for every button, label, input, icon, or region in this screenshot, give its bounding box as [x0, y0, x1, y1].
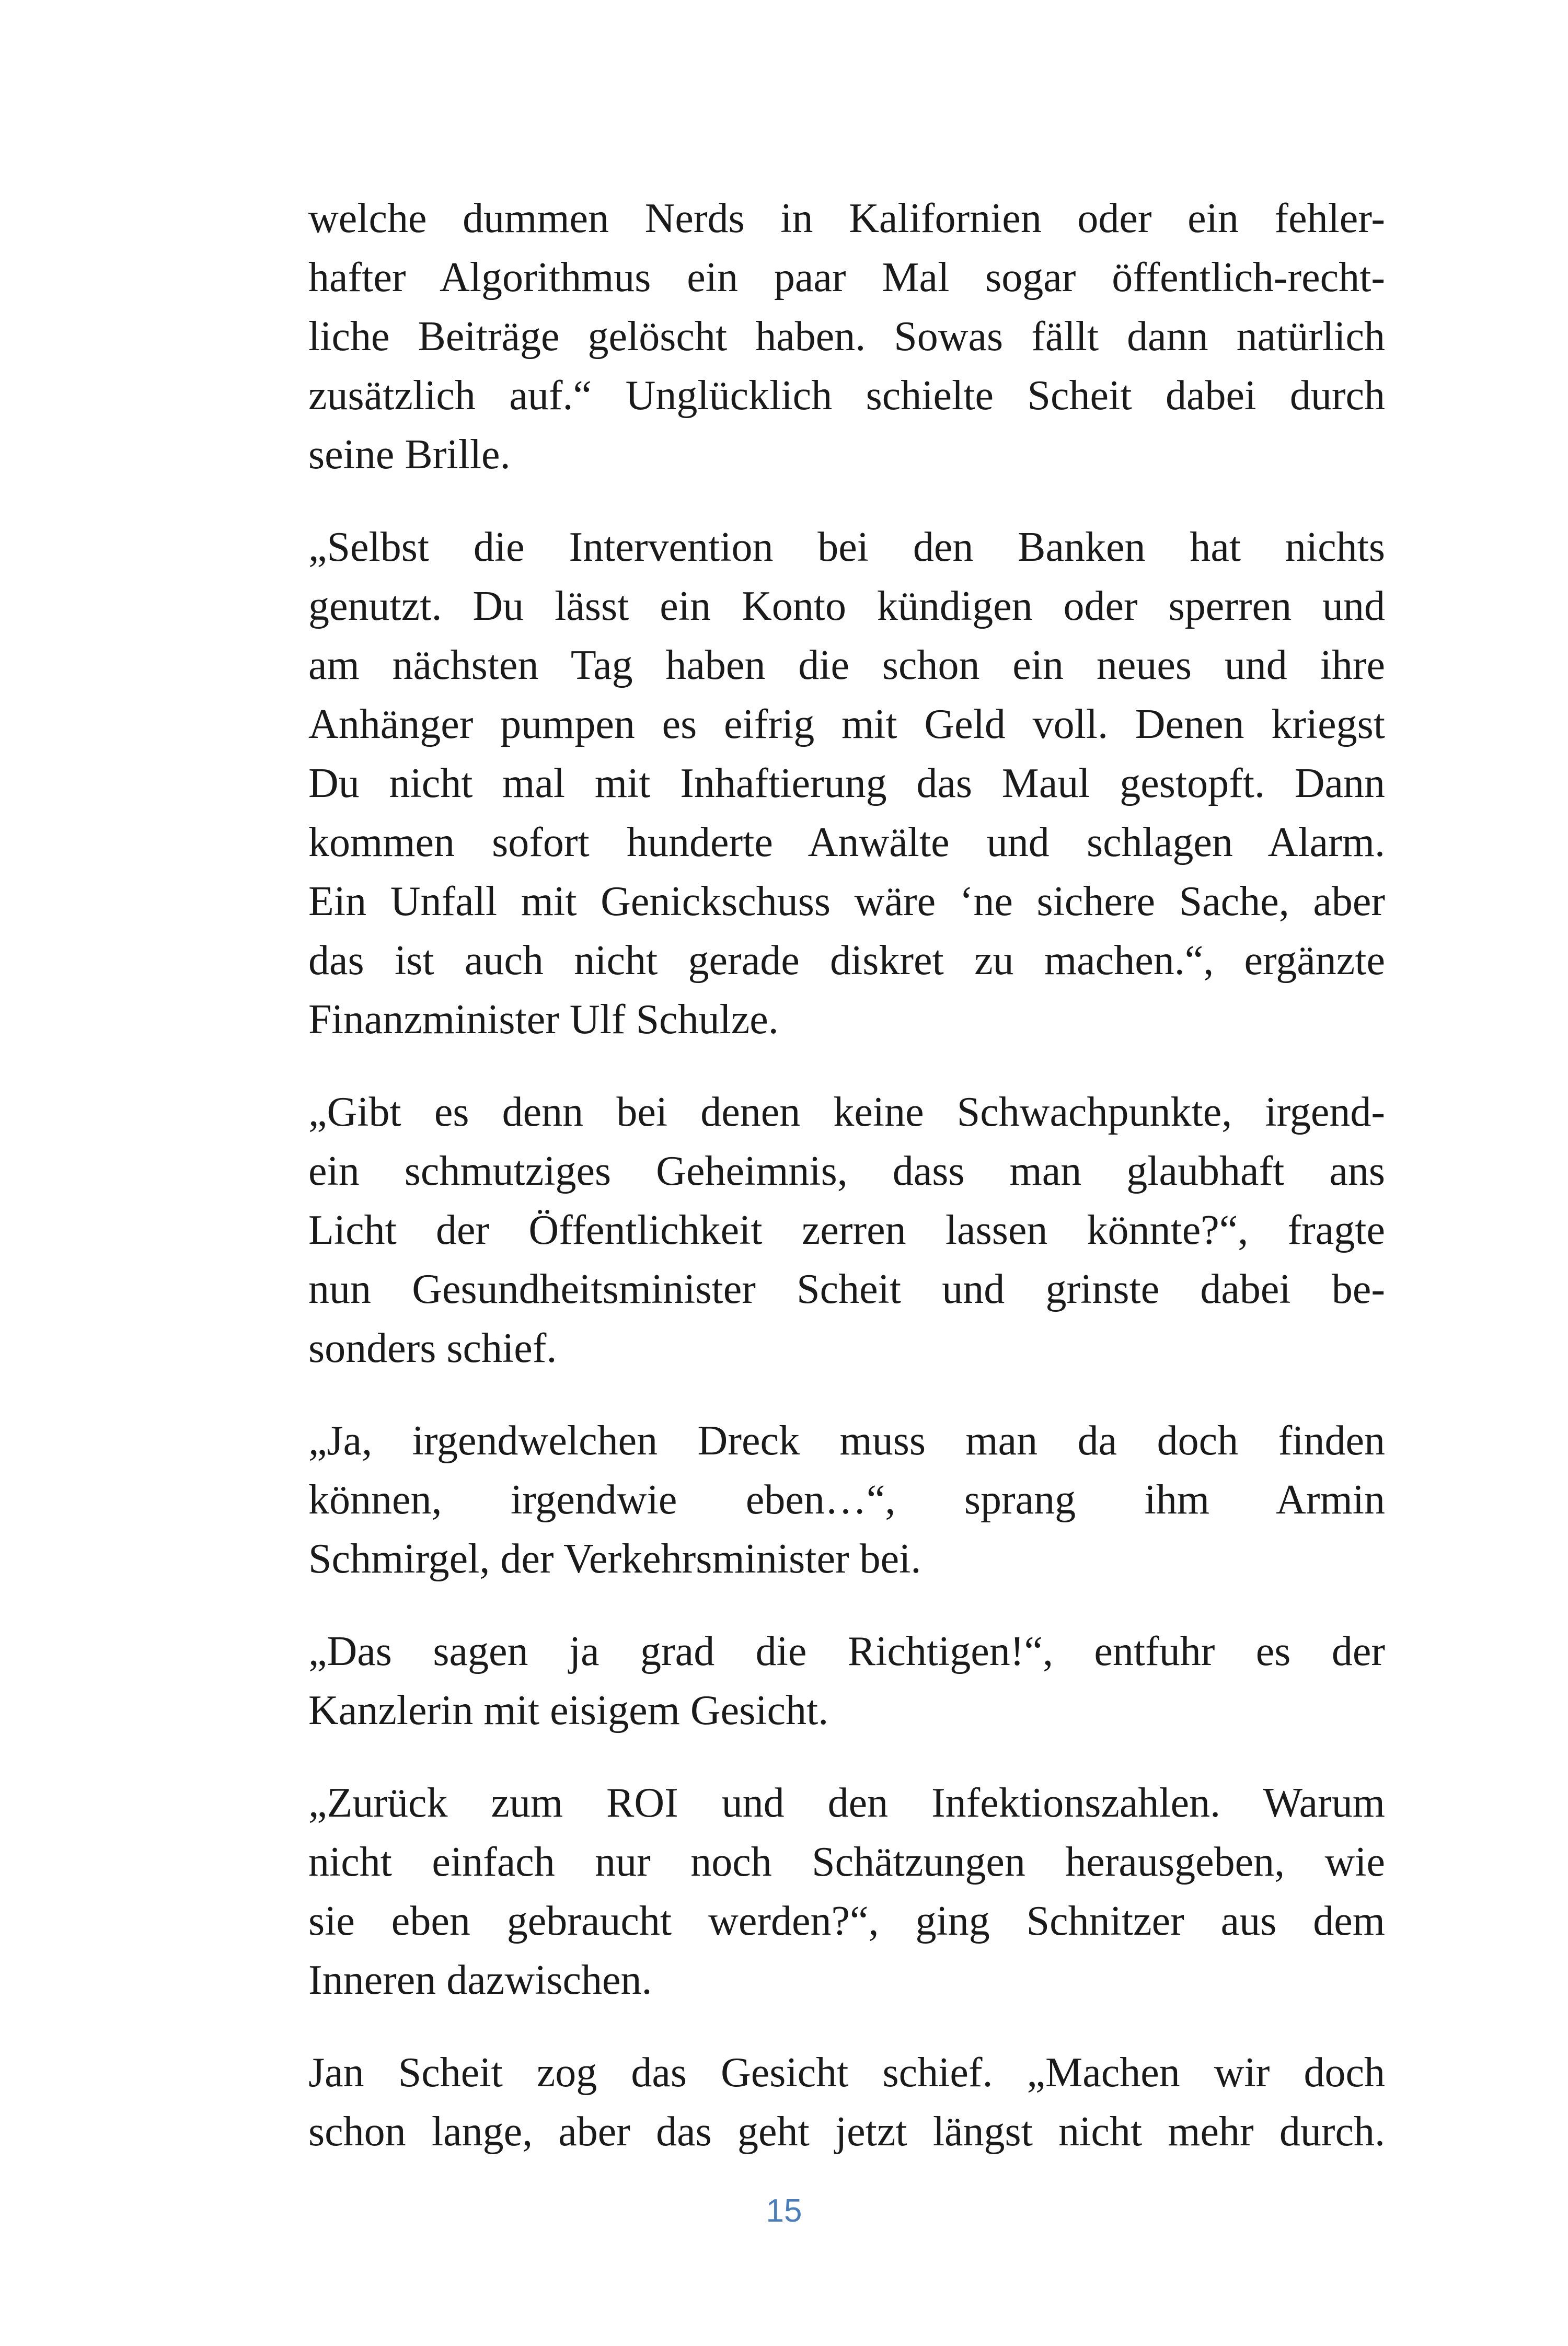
- paragraph-6: [308, 1774, 1385, 2010]
- paragraph-7: [308, 2043, 1385, 2162]
- text-line: nun Gesundheitsminister Scheit und grinste dabei be-: [308, 1266, 1385, 1312]
- text-line: können, irgendwie eben…“, sprang ihm Armin: [308, 1477, 1385, 1523]
- text-line: schon lange, aber das geht jetzt längst nicht mehr durch.: [308, 2109, 1385, 2155]
- paragraph-3: [308, 1083, 1385, 1378]
- text-line: „Ja, irgendwelchen Dreck muss man da doch finden: [308, 1418, 1385, 1464]
- text-line: seine Brille.: [308, 432, 511, 478]
- text-line: liche Beiträge gelöscht haben. Sowas fällt dann natürlich: [308, 314, 1385, 360]
- text-line: Schmirgel, der Verkehrsminister bei.: [308, 1536, 921, 1582]
- text-line: Inneren dazwischen.: [308, 1957, 652, 2003]
- page-number: 15: [766, 2193, 802, 2229]
- text-line: zusätzlich auf.“ Unglücklich schielte Scheit dabei durch: [308, 373, 1385, 419]
- paragraph-1: [308, 189, 1385, 484]
- text-line: Licht der Öffentlichkeit zerren lassen könnte?“, fragte: [308, 1207, 1385, 1253]
- text-line: „Zurück zum ROI und den Infektionszahlen. Warum: [308, 1780, 1385, 1826]
- text-line: Kanzlerin mit eisigem Gesicht.: [308, 1688, 829, 1734]
- text-line: „Selbst die Intervention bei den Banken hat nichts: [308, 524, 1385, 570]
- text-line: am nächsten Tag haben die schon ein neues und ihre: [308, 642, 1385, 688]
- text-line: sie eben gebraucht werden?“, ging Schnitzer aus dem: [308, 1898, 1385, 1944]
- text-line: das ist auch nicht gerade diskret zu machen.“, ergänzte: [308, 938, 1385, 984]
- text-line: ein schmutziges Geheimnis, dass man glaubhaft ans: [308, 1148, 1385, 1194]
- text-line: Du nicht mal mit Inhaftierung das Maul gestopft. Dann: [308, 760, 1385, 806]
- text-line: welche dummen Nerds in Kalifornien oder ein fehler-: [308, 195, 1385, 241]
- text-line: nicht einfach nur noch Schätzungen herausgeben, wie: [308, 1839, 1385, 1885]
- text-line: „Das sagen ja grad die Richtigen!“, entfuhr es der: [308, 1628, 1385, 1674]
- text-line: kommen sofort hunderte Anwälte und schlagen Alarm.: [308, 819, 1385, 865]
- text-line: genutzt. Du lässt ein Konto kündigen oder sperren und: [308, 583, 1385, 629]
- text-line: hafter Algorithmus ein paar Mal sogar öffentlich-recht-: [308, 255, 1385, 301]
- text-line: sonders schief.: [308, 1325, 557, 1371]
- text-line: Ein Unfall mit Genickschuss wäre ‘ne sichere Sache, aber: [308, 879, 1385, 924]
- text-line: Jan Scheit zog das Gesicht schief. „Machen wir doch: [308, 2050, 1385, 2096]
- text-line: Finanzminister Ulf Schulze.: [308, 997, 779, 1043]
- body-text: [308, 189, 1385, 2195]
- text-line: Anhänger pumpen es eifrig mit Geld voll. Denen kriegst: [308, 701, 1385, 747]
- paragraph-5: [308, 1622, 1385, 1740]
- paragraph-4: [308, 1412, 1385, 1589]
- paragraph-2: [308, 518, 1385, 1049]
- text-line: „Gibt es denn bei denen keine Schwachpunkte, irgend-: [308, 1089, 1385, 1135]
